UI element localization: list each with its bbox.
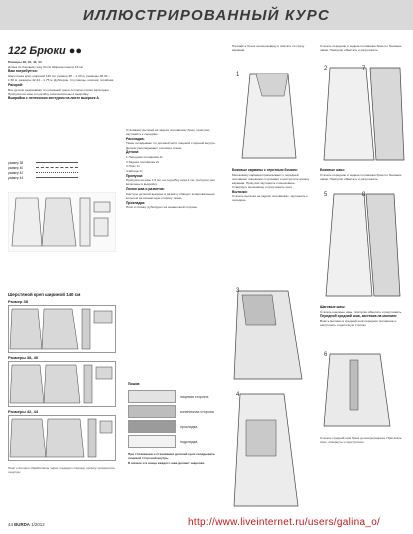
header-title: ИЛЛЮСТРИРОВАННЫЙ КУРС — [82, 7, 331, 24]
col4-text: Стачать передние и задние половинки брюк по боковым швам. Припуски обметать и разутюжить. — [320, 172, 402, 181]
layout-diagram-2 — [8, 361, 116, 407]
page-footer — [8, 522, 45, 527]
pattern-pieces-diagram — [8, 192, 116, 252]
layout-diagram-1 — [8, 305, 116, 353]
cut-heading: Раскрой: — [8, 82, 24, 87]
layout-label-3: Размеры 42, 44 — [8, 409, 39, 414]
legend-row — [128, 389, 226, 404]
article-number — [8, 45, 82, 57]
size-label: размер 44 — [8, 175, 24, 180]
step-illustration-3 — [232, 285, 310, 383]
layout-label-2: Размеры 38, 40 — [8, 355, 39, 360]
col2-text: Стачивают вытачки на задних половинках брюк, припуски заутюжить к середине. — [126, 128, 210, 137]
legend-swatch — [128, 435, 176, 448]
size-row — [8, 175, 78, 180]
step-number: 7 — [362, 66, 366, 72]
col3-text: Мешковину кармана прикалывают к передней половинке лицевыми сторонами и настрочить кромку кармана. Припуски заутюжить к мешковине. Отвернуть мешковину и приутюжить кант. — [232, 172, 310, 189]
legend-swatch — [128, 405, 176, 418]
col2-heading: Припуски: — [126, 173, 144, 178]
step-illustration-6 — [320, 350, 406, 430]
col4-heading: Боковые швы: — [320, 168, 345, 172]
col4-text: Стачать средний шов брюк до конца разреза. Притачать пояс, отвернуть и прострочить. — [320, 436, 402, 445]
col4-text: Стачать шаговые швы, припуски обметать и разутюжить. — [320, 309, 403, 314]
col4-text: Стачать передние и задние половинки брюк по боковым швам. Припуски обметать и разутюжить. — [320, 44, 402, 53]
material-heading: Вам потребуется: — [8, 69, 38, 74]
layout-diagram-3 — [8, 415, 116, 461]
intro-measures: Длина по боковому шву 94 см Ширина понизу 18 см — [8, 64, 83, 69]
legend-row — [128, 419, 226, 434]
col3-heading: Вытачки: — [232, 189, 248, 194]
step-number: 1 — [236, 72, 240, 78]
col4-heading: Шаговые швы: — [320, 305, 346, 309]
size-line — [36, 167, 78, 168]
detail-item: 2 Задняя половинка 2x — [126, 159, 160, 164]
page-number: 44 — [8, 522, 13, 527]
legend-label: лицевая сторона — [180, 394, 209, 399]
legend-title: Пошив — [128, 382, 140, 386]
legend-note: В начале и в конце каждого шва делают закрепки. — [128, 460, 206, 465]
step-illustration-2 — [320, 64, 406, 164]
legend-swatch — [128, 420, 176, 433]
step-illustration-1 — [232, 70, 310, 162]
issue-number: 1/2012 — [31, 522, 45, 527]
sheet-label: Выкройка с ленточным контуром на листе выкроек А — [8, 96, 99, 101]
col2-text: Контуры деталей выкроек и размету обводят копировальным колесом на изнаночную сторону ткани. — [126, 191, 215, 200]
legend-label: изнаночная сторона — [180, 409, 214, 414]
col2-heading: Линии шва и разметка: — [126, 187, 165, 192]
sewing-legend — [128, 382, 226, 465]
step-number: 5 — [324, 192, 328, 198]
detail-item: 4 Шлица 1x — [126, 169, 143, 173]
col4-heading: Передний средний шов, застежка на молнию: — [320, 314, 398, 319]
col4-text: Вшить молнию в средний шов передних половинок и настрочить отделочную строчку. — [320, 319, 397, 328]
step-illustration-5 — [320, 190, 406, 300]
legend-label: подкладка — [180, 439, 198, 444]
col2-text: Припуски на швы 1,5 см, на подгибку низа 4 см, припуски уже включены в выкройку. — [126, 178, 215, 187]
legend-note: При стачивании и стачивании деталей кроя складывать лицевой стороной внутрь. — [128, 452, 215, 461]
column-4-mid — [320, 168, 406, 181]
column-3 — [232, 44, 310, 53]
size-label: размер 42 — [8, 170, 24, 175]
layout-title: Шерстяной креп шириной 140 см — [8, 292, 81, 297]
size-legend — [8, 160, 78, 180]
article-name: Брюки ●● — [29, 45, 83, 57]
size-label: размер 38 — [8, 160, 24, 165]
column-4-bottom — [320, 305, 406, 328]
cut-text: Все детали выкраивают из основной ткани согласно схеме раскладки. Припуски на швы и подгибку низа включены в выкройку. — [8, 87, 110, 96]
page-header — [0, 0, 413, 30]
legend-notes — [128, 452, 224, 465]
size-line — [36, 162, 78, 163]
column-3-bottom — [232, 168, 310, 203]
col3-text: Стачать вытачки на задних половинках, заутюжить к середине. — [232, 194, 308, 203]
size-label: размер 40 — [8, 165, 24, 170]
layout-label-1: Размер 38 — [8, 299, 28, 304]
legend-label: прокладка — [180, 424, 198, 429]
layout-caption: Пояс и детали обработать через лицевую сторону, кромку прикрепить изнутри. — [8, 466, 115, 475]
size-line — [36, 172, 78, 173]
step-number: 3 — [236, 288, 240, 294]
step-illustration-4 — [232, 390, 310, 510]
column-2 — [126, 128, 222, 210]
material-text: Шерстяная креп шириной 140 см: размер 38 – 1,30 м, размеры 38,40 – 1,50 м; размеры 42,44 – 1,75 м. Дублерин, 4 пуговицы, молния, потайная. — [8, 74, 115, 83]
legend-row — [128, 404, 226, 419]
detail-item: 3 Пояс 1x — [126, 164, 140, 169]
col3-text: Наложить бочок на мешковину и сметать по срезу кармана. — [232, 44, 305, 53]
step-number: 2 — [324, 66, 328, 72]
col2-text: Ткань складывают по долевой нити лицевой стороной внутрь. Детали раскладывают согласно схеме. — [126, 141, 216, 150]
col2-text: Пояс и планку дублируют на изнаночной стороне. — [126, 205, 198, 210]
step-number: 8 — [362, 192, 366, 198]
watermark-url[interactable]: http://www.liveinternet.ru/users/galina_o/ — [188, 517, 381, 528]
col2-heading: Детали: — [126, 150, 140, 155]
size-line — [36, 177, 78, 178]
col2-heading: Прокладка: — [126, 200, 146, 205]
step-number: 6 — [324, 352, 328, 358]
column-1 — [8, 60, 116, 101]
article-number-value: 122 — [8, 45, 27, 57]
detail-item: 1 Передняя половинка 2x — [126, 154, 163, 159]
column-4-end — [320, 436, 406, 445]
step-number: 4 — [236, 392, 240, 398]
col2-heading: Раскладка: — [126, 136, 145, 141]
legend-row — [128, 434, 226, 449]
col3-heading: Боковые карманы с отрезным бочком: — [232, 168, 298, 172]
magazine-name: BURDA — [14, 522, 30, 527]
legend-swatch — [128, 390, 176, 403]
column-4-top — [320, 44, 406, 53]
intro-sizes: Размеры 38, 40, 42, 44 — [8, 60, 42, 64]
